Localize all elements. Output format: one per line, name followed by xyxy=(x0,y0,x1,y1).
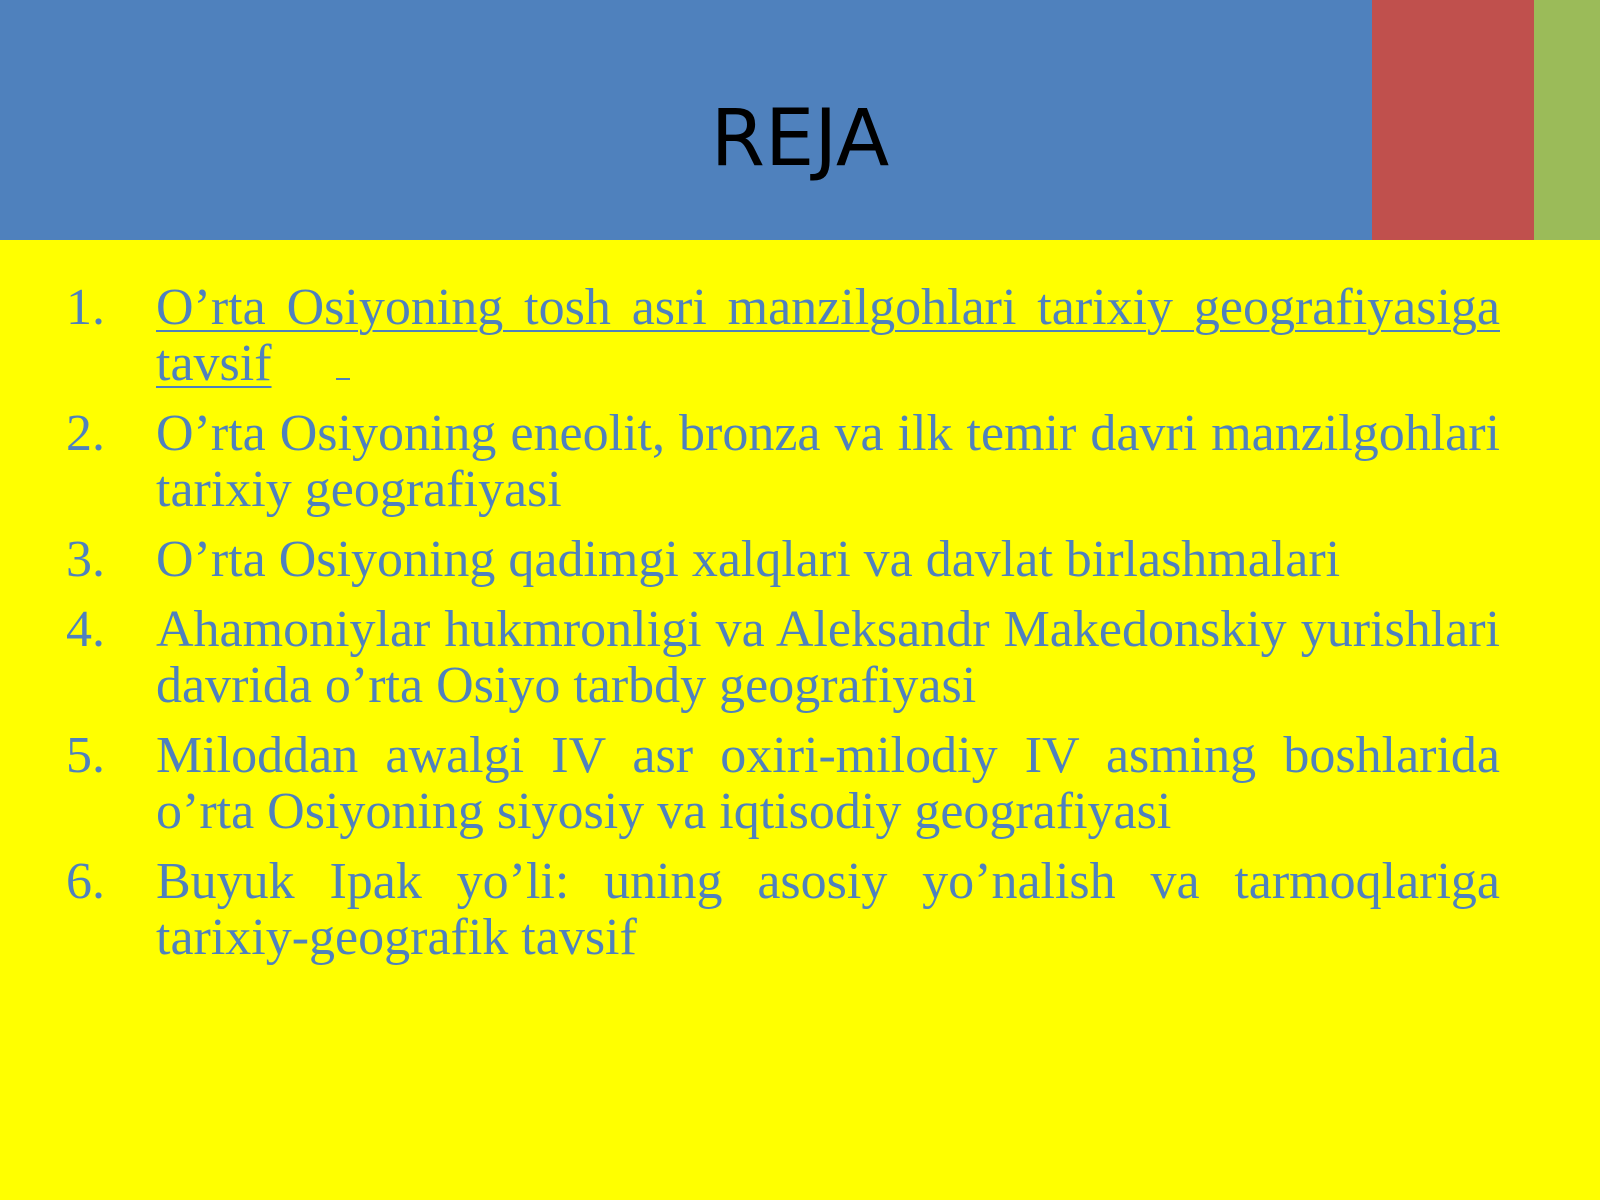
list-item-text: O’rta Osiyoning qadimgi xalqlari va davlat birlashmalari xyxy=(156,531,1341,588)
list-item-text: O’rta Osiyoning eneolit, bronza va ilk temir davri manzilgohlari tarixiy geografiyasi xyxy=(156,405,1500,518)
list-item-text xyxy=(156,280,1500,392)
list-item xyxy=(66,280,1500,392)
link-trailing-underscore xyxy=(336,368,350,380)
list-item xyxy=(66,406,1500,518)
list-item-number: 2. xyxy=(66,405,105,462)
list-item-text: Miloddan awalgi IV asr oxiri-milodiy IV asming boshlarida o’rta Osiyoning siyosiy va iqtisodiy geografiyasi xyxy=(156,727,1500,840)
list-item-number: 4. xyxy=(66,601,105,658)
list-item-number: 5. xyxy=(66,727,105,784)
list-item xyxy=(66,854,1500,966)
list-item-number: 3. xyxy=(66,531,105,588)
slide-title: REJA xyxy=(710,94,890,184)
list-item-link[interactable]: O’rta Osiyoning tosh asri manzilgohlari tarixiy geografiyasiga tavsif xyxy=(156,279,1500,392)
list-item xyxy=(66,728,1500,840)
list-item-text: Ahamoniylar hukmronligi va Aleksandr Makedonskiy yurishlari davrida o’rta Osiyo tarbdy geografiyasi xyxy=(156,601,1500,714)
list-item-number: 6. xyxy=(66,853,105,910)
list-item xyxy=(66,532,1500,588)
list-item-number: 1. xyxy=(66,279,105,336)
list-item-text: Buyuk Ipak yo’li: uning asosiy yo’nalish va tarmoqlariga tarixiy-geografik tavsif xyxy=(156,853,1500,966)
plan-list xyxy=(66,280,1500,980)
list-item xyxy=(66,602,1500,714)
